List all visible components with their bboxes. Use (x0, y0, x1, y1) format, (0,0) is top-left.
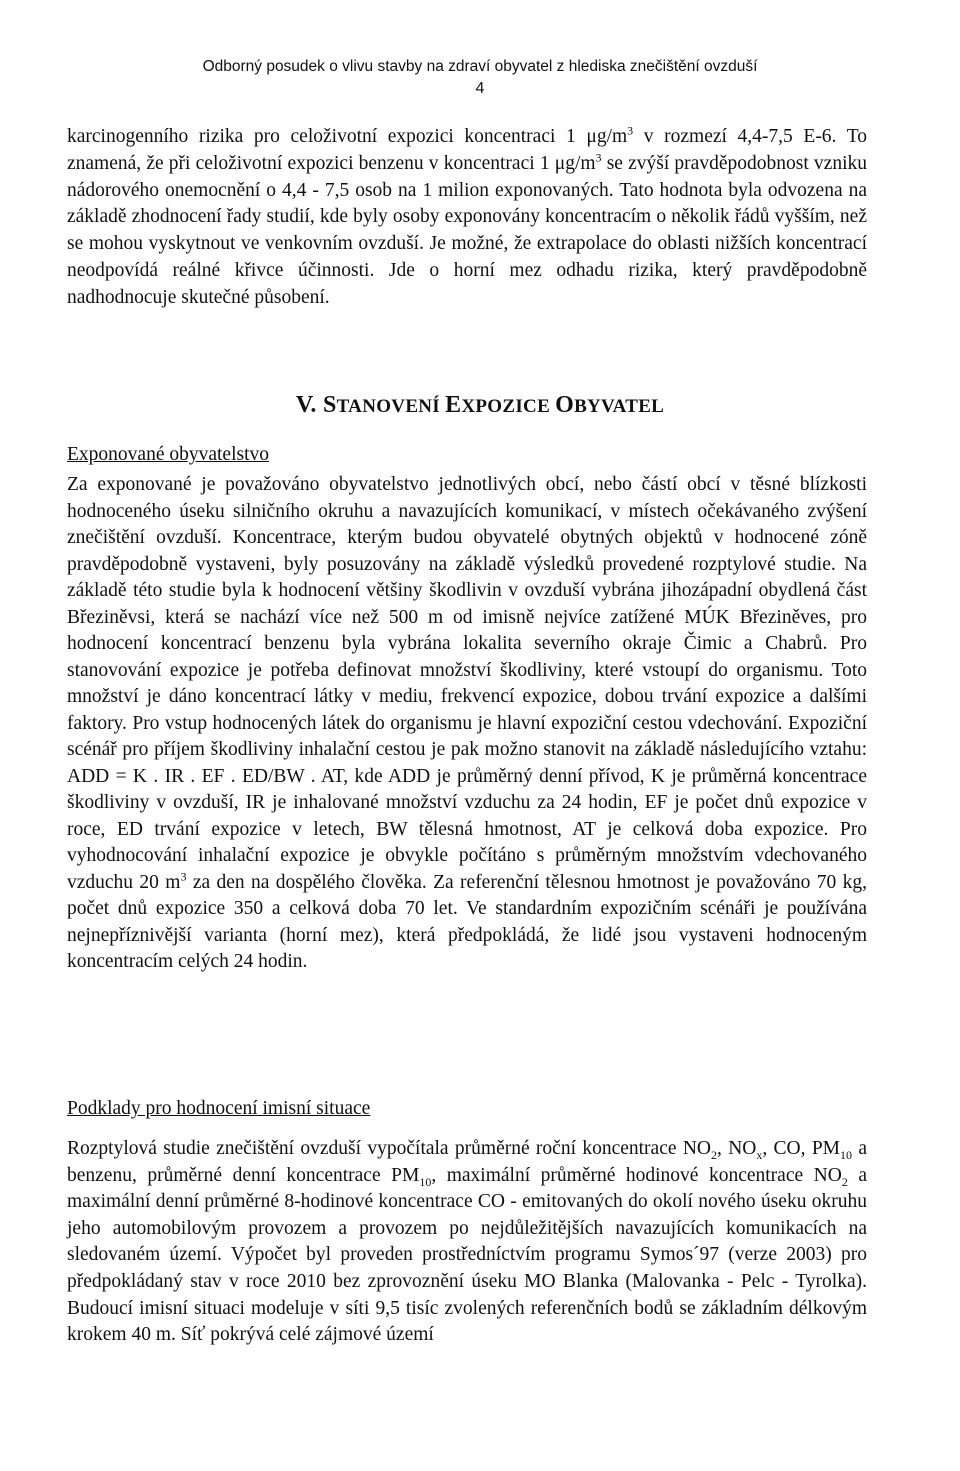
subscript: 10 (840, 1147, 853, 1162)
paragraph-emission-data (67, 1136, 867, 1349)
subscript: 2 (841, 1174, 848, 1189)
title-part: E (445, 392, 462, 418)
title-part: S (322, 392, 337, 418)
text-run: v rozmezí 4,4-7,5 E-6. To znamená, že při celoživotní expozici benzenu v koncentraci 1 μg/m (67, 126, 867, 174)
text-run: karcinogenního rizika pro celoživotní expozici koncentraci 1 μg/m (67, 126, 628, 147)
text-run: , CO, PM (762, 1138, 841, 1159)
page-number: 4 (475, 80, 485, 97)
subscript: x (756, 1147, 763, 1162)
superscript: 3 (595, 150, 602, 165)
paragraph-risk-estimate (67, 124, 867, 312)
subscript: 10 (419, 1174, 432, 1189)
section-heading (0, 392, 960, 419)
text-run: Rozptylová studie znečištění ovzduší vypočítala průměrné roční koncentrace NO (67, 1138, 711, 1159)
superscript: 3 (180, 869, 187, 883)
title-part: O (555, 392, 575, 418)
section-number: V. (295, 392, 323, 418)
paragraph-exposed-population (67, 472, 867, 976)
text-run: a benzenu, průměrné denní koncentrace PM (67, 1138, 867, 1186)
text-run: za den na dospělého člověka. Za referenční tělesnou hmotnost je považováno 70 kg, počet dnů expozice 350 a celková doba 70 let. Ve standardním expozičním scénáři je používána nejnepříznivější varianta (horní mez), která předpokládá, že lidé jsou vystaveni hodnoceným koncentracím celých 24 hodin. (67, 871, 867, 972)
text-run: a maximální denní průměrné 8-hodinové koncentrace CO - emitovaných do okolí nového úseku okruhu jeho automobilovým provozem a provozem po nejdůležitějších navazujících komunikacích na sledovaném území. Výpočet byl proveden prostředníctvím programu Symos´97 (verze 2003) pro předpokládaný stav v roce 2010 bez zprovoznění úseku MO Blanka (Malovanka - Pelc - Tyrolka). Budoucí imisní situaci modeluje v síti 9,5 tisíc zvolených referenčních bodů se základním délkovým krokem 40 m. Síť pokrývá celé zájmové území (67, 1164, 868, 1346)
subsection-heading-emission-data: Podklady pro hodnocení imisní situace (67, 1098, 371, 1119)
title-part: XPOZICE (461, 396, 556, 417)
title-part: TANOVENÍ (336, 396, 446, 417)
superscript: 3 (627, 123, 634, 138)
text-run: se zvýší pravděpodobnost vzniku nádorového onemocnění o 4,4 - 7,5 osob na 1 milion exponovaných. Tato hodnota byla odvozena na základě zhodnocení řady studií, kde byly osoby exponovány koncentracím o několik řádů vyšším, než se mohou vyskytnout ve venkovním ovzduší. Je možné, že extrapolace do oblasti nižších koncentrací neodpovídá reálné křivce účinnosti. Jde o horní mez odhadu rizika, který pravděpodobně nadhodnocuje skutečné působení. (67, 152, 867, 308)
subsection-heading-exposed-population: Exponované obyvatelstvo (67, 444, 269, 465)
text-run: , maximální průměrné hodinové koncentrace NO (431, 1164, 842, 1186)
subscript: 2 (711, 1147, 717, 1162)
text-run: Za exponované je považováno obyvatelstvo jednotlivých obcí, nebo částí obcí v těsné blízkosti hodnoceného úseku silničního okruhu a navazujících komunikací, v místech očekávaného zvýšení znečištění ovzduší. Koncentrace, kterým budou obyvatelé obytných objektů v hodnocené zóně pravděpodobně vystaveni, byly posuzovány na základě výsledků provedené rozptylové studie. Na základě této studie byla k hodnocení většiny škodlivin v ovzduší vybrána jihozápadní obydlená část Březiněvsi, která se nachází více než 500 m od imisně nejvíce zatížené MÚK Březiněves, pro hodnocení koncentrací benzenu byla vybrána lokalita severního okraje Čimic a Chabrů. Pro stanovování expozice je potřeba definovat množství škodliviny, které vstoupí do organismu. Toto množství je dáno koncentrací látky v mediu, frekvencí expozice, dobou trvání expozice a dalšími faktory. Pro vstup hodnocených látek do organismu je hlavní expoziční cestou vdechování. Expoziční scénář pro příjem škodliviny inhalační cestou je pak možno stanovit na základě následujícího vztahu: ADD = K . IR . EF . ED/BW . AT, kde ADD je průměrný denní přívod, K je průměrná koncentrace škodliviny v ovzduší, IR je inhalované množství vzduchu za 24 hodin, EF je počet dnů expozice v roce, ED trvání expozice v letech, BW tělesná hmotnost, AT je celková doba expozice. Pro vyhodnocování inhalační expozice je obvykle počítáno s průměrným množstvím vdechovaného vzduchu 20 m (67, 474, 867, 893)
text-run: , NO (717, 1138, 757, 1159)
running-title: Odborný posudek o vlivu stavby na zdraví obyvatel z hlediska znečištění ovzduší (202, 58, 758, 75)
title-part: BYVATEL (574, 396, 665, 417)
